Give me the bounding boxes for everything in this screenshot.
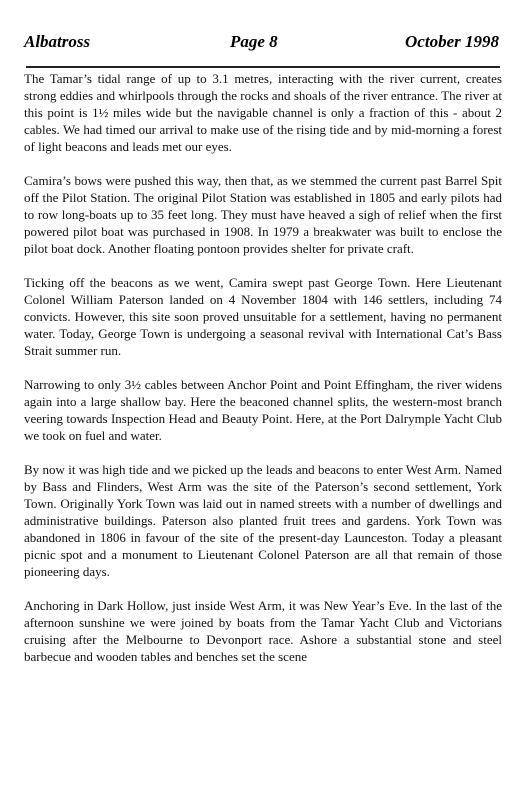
paragraph: Ticking off the beacons as we went, Camira swept past George Town. Here Lieutenant Colonel William Paterson landed on 4 November 1804 with 146 settlers, including 74 convicts. However, this site soon proved unsuitable for a settlement, having no permanent water. Today, George Town is undergoing a seasonal revival with International Cat’s Bass Strait summer run. <box>24 275 502 358</box>
issue-date: October 1998 <box>405 32 499 51</box>
article-body <box>24 70 502 665</box>
page-number: Page 8 <box>230 32 278 51</box>
page-header <box>20 32 511 56</box>
paragraph: By now it was high tide and we picked up the leads and beacons to enter West Arm. Named by Bass and Flinders, West Arm was the site of the Paterson’s second settlement, York Town. Originally York Town was laid out in named streets with a number of dwellings and administrative buildings. Paterson also planted fruit trees and gardens. York Town was abandoned in 1806 in favour of the site of the present-day Launceston. Today a pleasant picnic spot and a monument to Lieutenant Colonel Paterson are all that remain of those pioneering days. <box>24 462 502 579</box>
header-rule <box>26 66 500 68</box>
paragraph: Narrowing to only 3½ cables between Anchor Point and Point Effingham, the river widens again into a large shallow bay. Here the beaconed channel splits, the western-most branch veering towards Inspection Head and Beauty Point. Here, at the Port Dalrymple Yacht Club we took on fuel and water. <box>24 377 502 443</box>
paragraph: Camira’s bows were pushed this way, then that, as we stemmed the current past Barrel Spit off the Pilot Station. The original Pilot Station was established in 1805 and early pilots had to row long-boats up to 35 feet long. They must have heaved a sigh of relief when the first powered pilot boat was purchased in 1908. In 1979 a breakwater was built to enclose the pilot boat dock. Another floating pontoon provides shelter for private craft. <box>24 173 502 256</box>
publication-title: Albatross <box>24 32 91 51</box>
paragraph: Anchoring in Dark Hollow, just inside West Arm, it was New Year’s Eve. In the last of the afternoon sunshine we were joined by boats from the Tamar Yacht Club and Victorians cruising after the Melbourne to Devonport race. Ashore a substantial stone and steel barbecue and wooden tables and benches set the scene <box>24 598 502 664</box>
paragraph: The Tamar’s tidal range of up to 3.1 metres, interacting with the river current, creates strong eddies and whirlpools through the rocks and shoals of the river entrance. The river at this point is 1½ miles wide but the navigable channel is only a fraction of this - about 2 cables. We had timed our arrival to make use of the rising tide and by mid-morning a forest of light beacons and leads met our eyes. <box>24 71 502 154</box>
